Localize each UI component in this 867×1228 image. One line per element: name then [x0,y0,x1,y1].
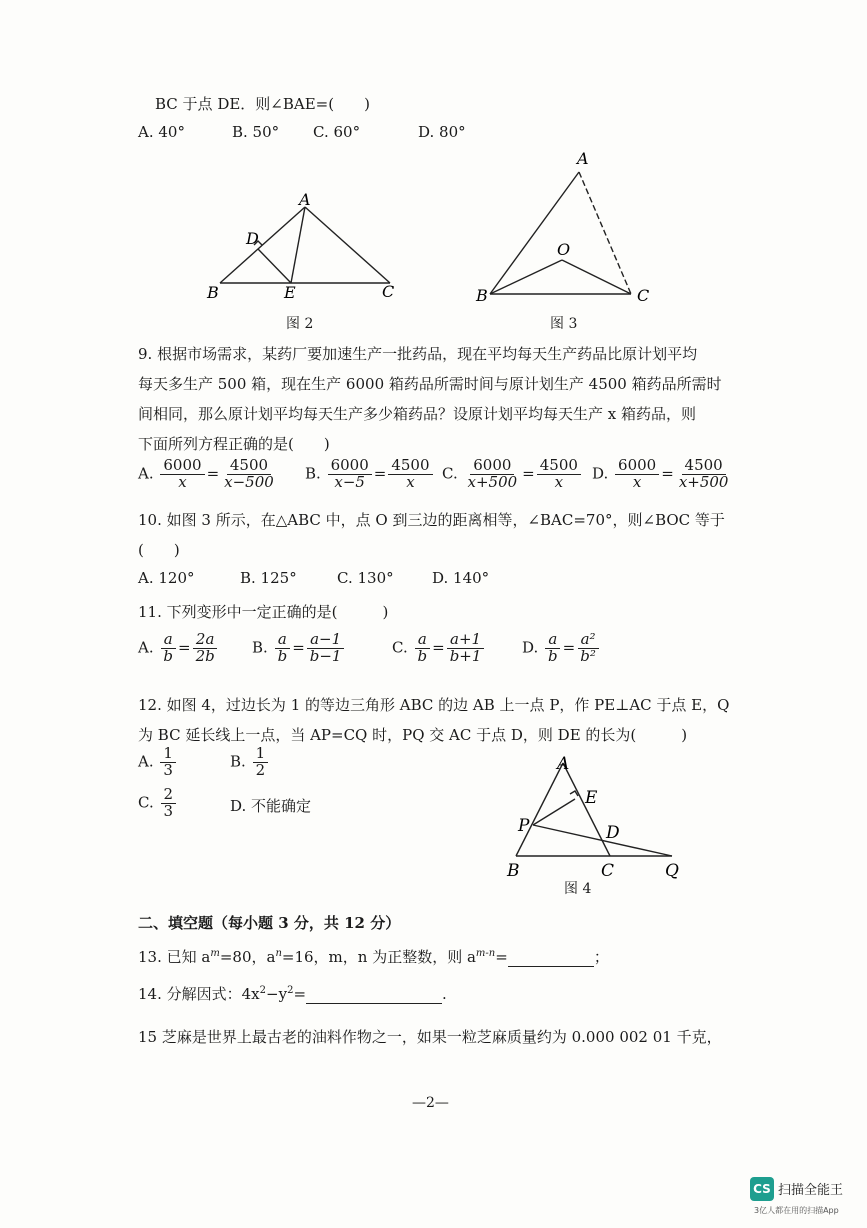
watermark-app-name: 扫描全能王 [778,1183,844,1198]
fig3-label-b: B [476,286,488,305]
page-number: —2— [412,1095,449,1111]
q12-option-c: C. $\frac{2}{3}$ [138,787,178,820]
q9-line-1: 9. 根据市场需求，某药厂要加速生产一批药品，现在平均每天生产药品比原计划平均 [138,345,698,363]
fig2-label-a: A [299,190,311,209]
q14: 14. 分解因式：$4x^2-y^2=$ . [138,985,447,1003]
fig4-label-e: E [585,788,598,808]
q8-stem: BC 于点 DE．则∠BAE=( ) [155,95,370,113]
q11-option-b: B. $\frac{a}{b}$ = $\frac{a-1}{b-1}$ [252,632,346,665]
section-2-title: 二、填空题（每小题 3 分，共 12 分） [138,914,401,932]
fig3-caption: 图 3 [550,316,578,332]
q9-option-b: B. $\frac{6000}{x-5}$ = $\frac{4500}{x}$ [305,458,435,491]
q11-stem: 11. 下列变形中一定正确的是( ) [138,603,389,621]
q9-option-a: A. $\frac{6000}{x}$ = $\frac{4500}{x-500}$ [138,456,274,491]
q12-option-a: A. $\frac{1}{3}$ [138,746,178,779]
fig3-label-c: C [637,286,650,305]
q13-answer-blank [508,966,594,967]
fig4-label-c: C [601,861,615,881]
q9-line-4: 下面所列方程正确的是( ) [138,435,330,453]
fig2-label-c: C [382,282,395,301]
q9-line-3: 间相同，那么原计划平均每天生产多少箱药品？设原计划平均每天生产 x 箱药品，则 [138,405,696,423]
fig4-label-q: Q [665,861,679,881]
fig2-label-b: B [207,283,219,302]
fig4-label-d: D [606,823,620,843]
q8-option-d: D. 80° [418,123,466,141]
q12-option-d: D. 不能确定 [230,797,312,815]
q10-option-a: A. 120° [138,569,195,587]
q10-option-b: B. 125° [240,569,297,587]
scanner-watermark [750,1175,862,1223]
fig3-label-o: O [557,240,571,259]
q8-option-c: C. 60° [313,123,361,141]
q12-line-2: 为 BC 延长线上一点，当 AP=CQ 时，PQ 交 AC 于点 D，则 DE 的长为( ) [138,726,688,744]
q14-answer-blank [306,1003,442,1004]
q8-option-b: B. 50° [232,123,280,141]
fig2-caption: 图 2 [286,316,314,332]
q9-line-2: 每天多生产 500 箱，现在生产 6000 箱药品所需时间与原计划生产 4500 箱药品所需时 [138,375,722,393]
watermark-tagline: 3亿人都在用的扫描App [754,1206,839,1215]
q10-line-1: 10. 如图 3 所示，在△ABC 中，点 O 到三边的距离相等，∠BAC=70°，则∠BOC 等于 [138,511,725,529]
fig4-label-a: A [557,754,570,774]
fig2-label-e: E [284,283,296,302]
fig4-label-p: P [518,816,530,836]
fig3-label-a: A [577,149,589,168]
fig4-caption: 图 4 [564,881,592,897]
q12-option-b: B. $\frac{1}{2}$ [230,746,270,779]
q11-option-c: C. $\frac{a}{b}$ = $\frac{a+1}{b+1}$ [392,632,486,665]
q10-option-c: C. 130° [337,569,394,587]
q8-option-a: A. 40° [138,123,185,141]
fig2-label-d: D [246,229,259,248]
q15-line-1: 15 芝麻是世界上最古老的油料作物之一，如果一粒芝麻质量约为 0.000 002 01 千克， [138,1028,722,1046]
q12-line-1: 12. 如图 4，过边长为 1 的等边三角形 ABC 的边 AB 上一点 P，作 PE⊥AC 于点 E，Q [138,696,730,714]
q11-option-a: A. $\frac{a}{b}$ = $\frac{2a}{2b}$ [138,632,220,665]
q13: 13. 已知 $a^m=80$，$a^n=16$，m，n 为正整数，则 $a^{m-n}=$ ； [138,948,609,966]
figure-3 [470,148,660,308]
q10-option-d: D. 140° [432,569,490,587]
fig4-label-b: B [507,861,520,881]
q11-option-d: D. $\frac{a}{b}$ = $\frac{\text{a²}}{\text{b²}}$ [522,632,601,665]
figure-2 [195,185,410,310]
q10-line-2: ( ) [138,541,180,559]
q9-option-d: D. $\frac{6000}{x}$ = $\frac{4500}{x+500}$ [592,456,729,491]
figure-4 [500,750,690,882]
q9-option-c: C. $\frac{6000}{x+500}$ = $\frac{4500}{x}$ [442,458,583,491]
camscanner-logo-icon: CS [750,1177,774,1201]
